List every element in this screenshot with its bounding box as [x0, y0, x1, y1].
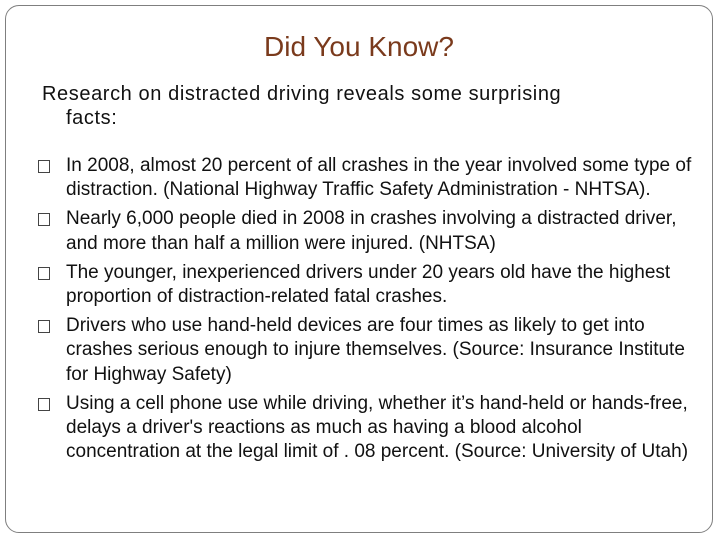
fact-item: [37, 154, 697, 202]
intro-line-1: Research on distracted driving reveals some surprising: [42, 83, 562, 105]
fact-text: The younger, inexperienced drivers under 20 years old have the highest proportion of distraction-related fatal crashes.: [66, 261, 671, 308]
slide-title: Did You Know?: [264, 31, 454, 62]
square-bullet-icon: [38, 160, 50, 173]
square-bullet-icon: [38, 320, 50, 333]
fact-text: Using a cell phone use while driving, whether it’s hand-held or hands-free, delays a driver's reactions as much as having a blood alcohol concentration at the legal limit of . 08 percent. (Source: University of Utah): [66, 392, 689, 463]
slide-frame: [5, 5, 713, 533]
fact-item: [37, 314, 697, 387]
square-bullet-icon: [38, 213, 50, 226]
fact-text: In 2008, almost 20 percent of all crashes in the year involved some type of distraction. (National Highway Traffic Safety Administration - NHTSA).: [66, 155, 692, 201]
fact-text: Drivers who use hand-held devices are four times as likely to get into crashes serious enough to injure themselves. (Source: Insurance Institute for Highway Safety): [66, 315, 685, 385]
square-bullet-icon: [38, 398, 50, 411]
square-bullet-icon: [38, 267, 50, 280]
intro-text: [42, 82, 702, 130]
fact-item: [37, 392, 697, 465]
intro-line-2: facts:: [66, 107, 118, 129]
fact-list: [37, 154, 697, 469]
fact-text: Nearly 6,000 people died in 2008 in crashes involving a distracted driver, and more than half a million were injured. (NHTSA): [66, 208, 677, 254]
fact-item: [37, 261, 697, 309]
fact-item: [37, 207, 697, 255]
